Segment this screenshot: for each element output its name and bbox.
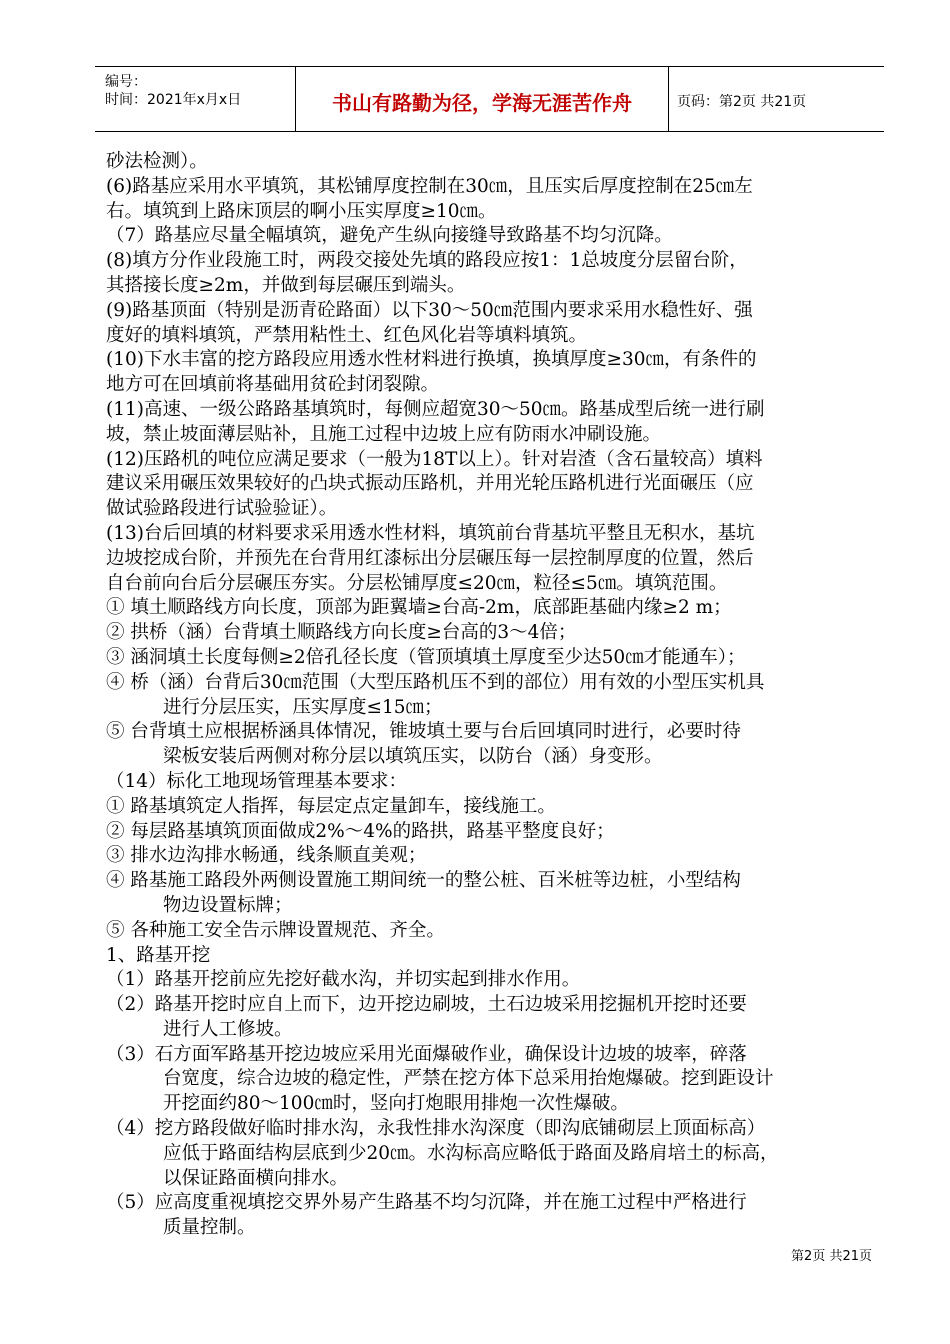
list-item-continuation: 梁板安装后两侧对称分层以填筑压实，以防台（涵）身变形。: [163, 746, 663, 768]
list-item: ⑤ 台背填土应根据桥涵具体情况，锥坡填土要与台后回填同时进行，必要时待: [106, 721, 741, 743]
time-label: 时间：2021年x月x日: [105, 92, 242, 108]
list-item: ② 拱桥（涵）台背填土顺路线方向长度≥台高的3～4倍；: [106, 622, 577, 644]
text-line: (10)下水丰富的挖方路段应用透水性材料进行换填，换填厚度≥30㎝，有条件的: [106, 349, 757, 371]
list-item-continuation: 质量控制。: [163, 1217, 256, 1239]
motto: 书山有路勤为径，学海无涯苦作舟: [332, 91, 632, 115]
page-number-label: 页码：第2页 共21页: [677, 94, 807, 110]
number-label: 编号：: [105, 74, 147, 90]
list-item-continuation: 以保证路面横向排水。: [163, 1167, 349, 1189]
header-motto-cell: [295, 67, 669, 131]
text-line: 右。填筑到上路床顶层的啊小压实厚度≥10㎝。: [106, 200, 497, 222]
text-line: 度好的填料填筑，严禁用粘性土、红色风化岩等填料填筑。: [106, 324, 588, 346]
text-line: （14）标化工地现场管理基本要求：: [106, 770, 408, 792]
header-page-cell: [669, 67, 884, 131]
list-item-continuation: 开挖面约80～100㎝时，竖向打炮眼用排炮一次性爆破。: [163, 1093, 629, 1115]
text-line: (6)路基应采用水平填筑，其松铺厚度控制在30㎝，且压实后厚度控制在25㎝左: [106, 175, 753, 197]
list-item-continuation: 物边设置标牌；: [163, 894, 293, 916]
page-footer: 第2页 共21页: [791, 1249, 872, 1264]
list-item-continuation: 进行人工修坡。: [163, 1018, 293, 1040]
text-line: 坡，禁止坡面薄层贴补，且施工过程中边坡上应有防雨水冲刷设施。: [106, 423, 662, 445]
text-line: (11)高速、一级公路路基填筑时，每侧应超宽30～50㎝。路基成型后统一进行刷: [106, 398, 765, 420]
text-line: （7）路基应尽量全幅填筑，避免产生纵向接缝导致路基不均匀沉降。: [106, 225, 673, 247]
text-line: (13)台后回填的材料要求采用透水性材料，填筑前台背基坑平整且无积水，基坑: [106, 522, 755, 544]
text-line: 其搭接长度≥2m，并做到每层碾压到端头。: [106, 274, 466, 296]
list-item: ③ 排水边沟排水畅通，线条顺直美观；: [106, 845, 427, 867]
text-line: (8)填方分作业段施工时，两段交接处先填的路段应按1：1总坡度分层留台阶，: [106, 250, 748, 272]
list-item: ② 每层路基填筑顶面做成2%～4%的路拱，路基平整度良好；: [106, 820, 615, 842]
list-item: （3）石方面军路基开挖边坡应采用光面爆破作业，确保设计边坡的坡率，碎落: [106, 1043, 747, 1065]
page-header: [95, 66, 884, 132]
list-item-continuation: 台宽度，综合边坡的稳定性，严禁在挖方体下总采用抬炮爆破。挖到距设计: [163, 1068, 774, 1090]
list-item: ⑤ 各种施工安全告示牌设置规范、齐全。: [106, 919, 445, 941]
text-line: 砂法检测）。: [106, 151, 208, 172]
text-line: 做试验路段进行试验验证）。: [106, 498, 338, 520]
list-item: ④ 桥（涵）台背后30㎝范围（大型压路机压不到的部位）用有效的小型压实机具: [106, 671, 765, 693]
list-item: （1）路基开挖前应先挖好截水沟，并切实起到排水作用。: [106, 969, 581, 991]
text-line: 自台前向台后分层碾压夯实。分层松铺厚度≤20㎝，粒径≤5㎝。填筑范围。: [106, 572, 728, 594]
list-item: ④ 路基施工路段外两侧设置施工期间统一的整公桩、百米桩等边桩，小型结构: [106, 870, 741, 892]
text-line: (12)压路机的吨位应满足要求（一般为18T以上）。针对岩渣（含石量较高）填料: [106, 448, 763, 470]
list-item: （5）应高度重视填挖交界外易产生路基不均匀沉降，并在施工过程中严格进行: [106, 1192, 747, 1214]
list-item: ① 填土顺路线方向长度，顶部为距翼墙≥台高-2m，底部距基础内缘≥2 m；: [106, 597, 732, 619]
list-item: ① 路基填筑定人指挥，每层定点定量卸车，接线施工。: [106, 795, 556, 817]
header-meta-cell: [95, 67, 295, 131]
text-line: (9)路基顶面（特别是沥青砼路面）以下30～50㎝范围内要求采用水稳性好、强: [106, 299, 753, 321]
list-item: ③ 涵洞填土长度每侧≥2倍孔径长度（管顶填填土厚度至少达50㎝才能通车）；: [106, 646, 746, 668]
text-line: 建议采用碾压效果较好的凸块式振动压路机，并用光轮压路机进行光面碾压（应: [106, 473, 754, 495]
list-item: （2）路基开挖时应自上而下，边开挖边刷坡，土石边坡采用挖掘机开挖时还要: [106, 994, 747, 1016]
document-body: [106, 150, 878, 1241]
list-item: （4）挖方路段做好临时排水沟，永我性排水沟深度（即沟底铺砌层上顶面标高）: [106, 1118, 766, 1140]
list-item-continuation: 进行分层压实，压实厚度≤15㎝；: [163, 696, 443, 718]
list-item-continuation: 应低于路面结构层底到少20㎝。水沟标高应略低于路面及路肩培土的标高，: [163, 1142, 779, 1164]
section-heading: 1、路基开挖: [106, 944, 211, 966]
text-line: 边坡挖成台阶，并预先在台背用红漆标出分层碾压每一层控制厚度的位置，然后: [106, 547, 754, 569]
text-line: 地方可在回填前将基础用贫砼封闭裂隙。: [106, 374, 440, 396]
